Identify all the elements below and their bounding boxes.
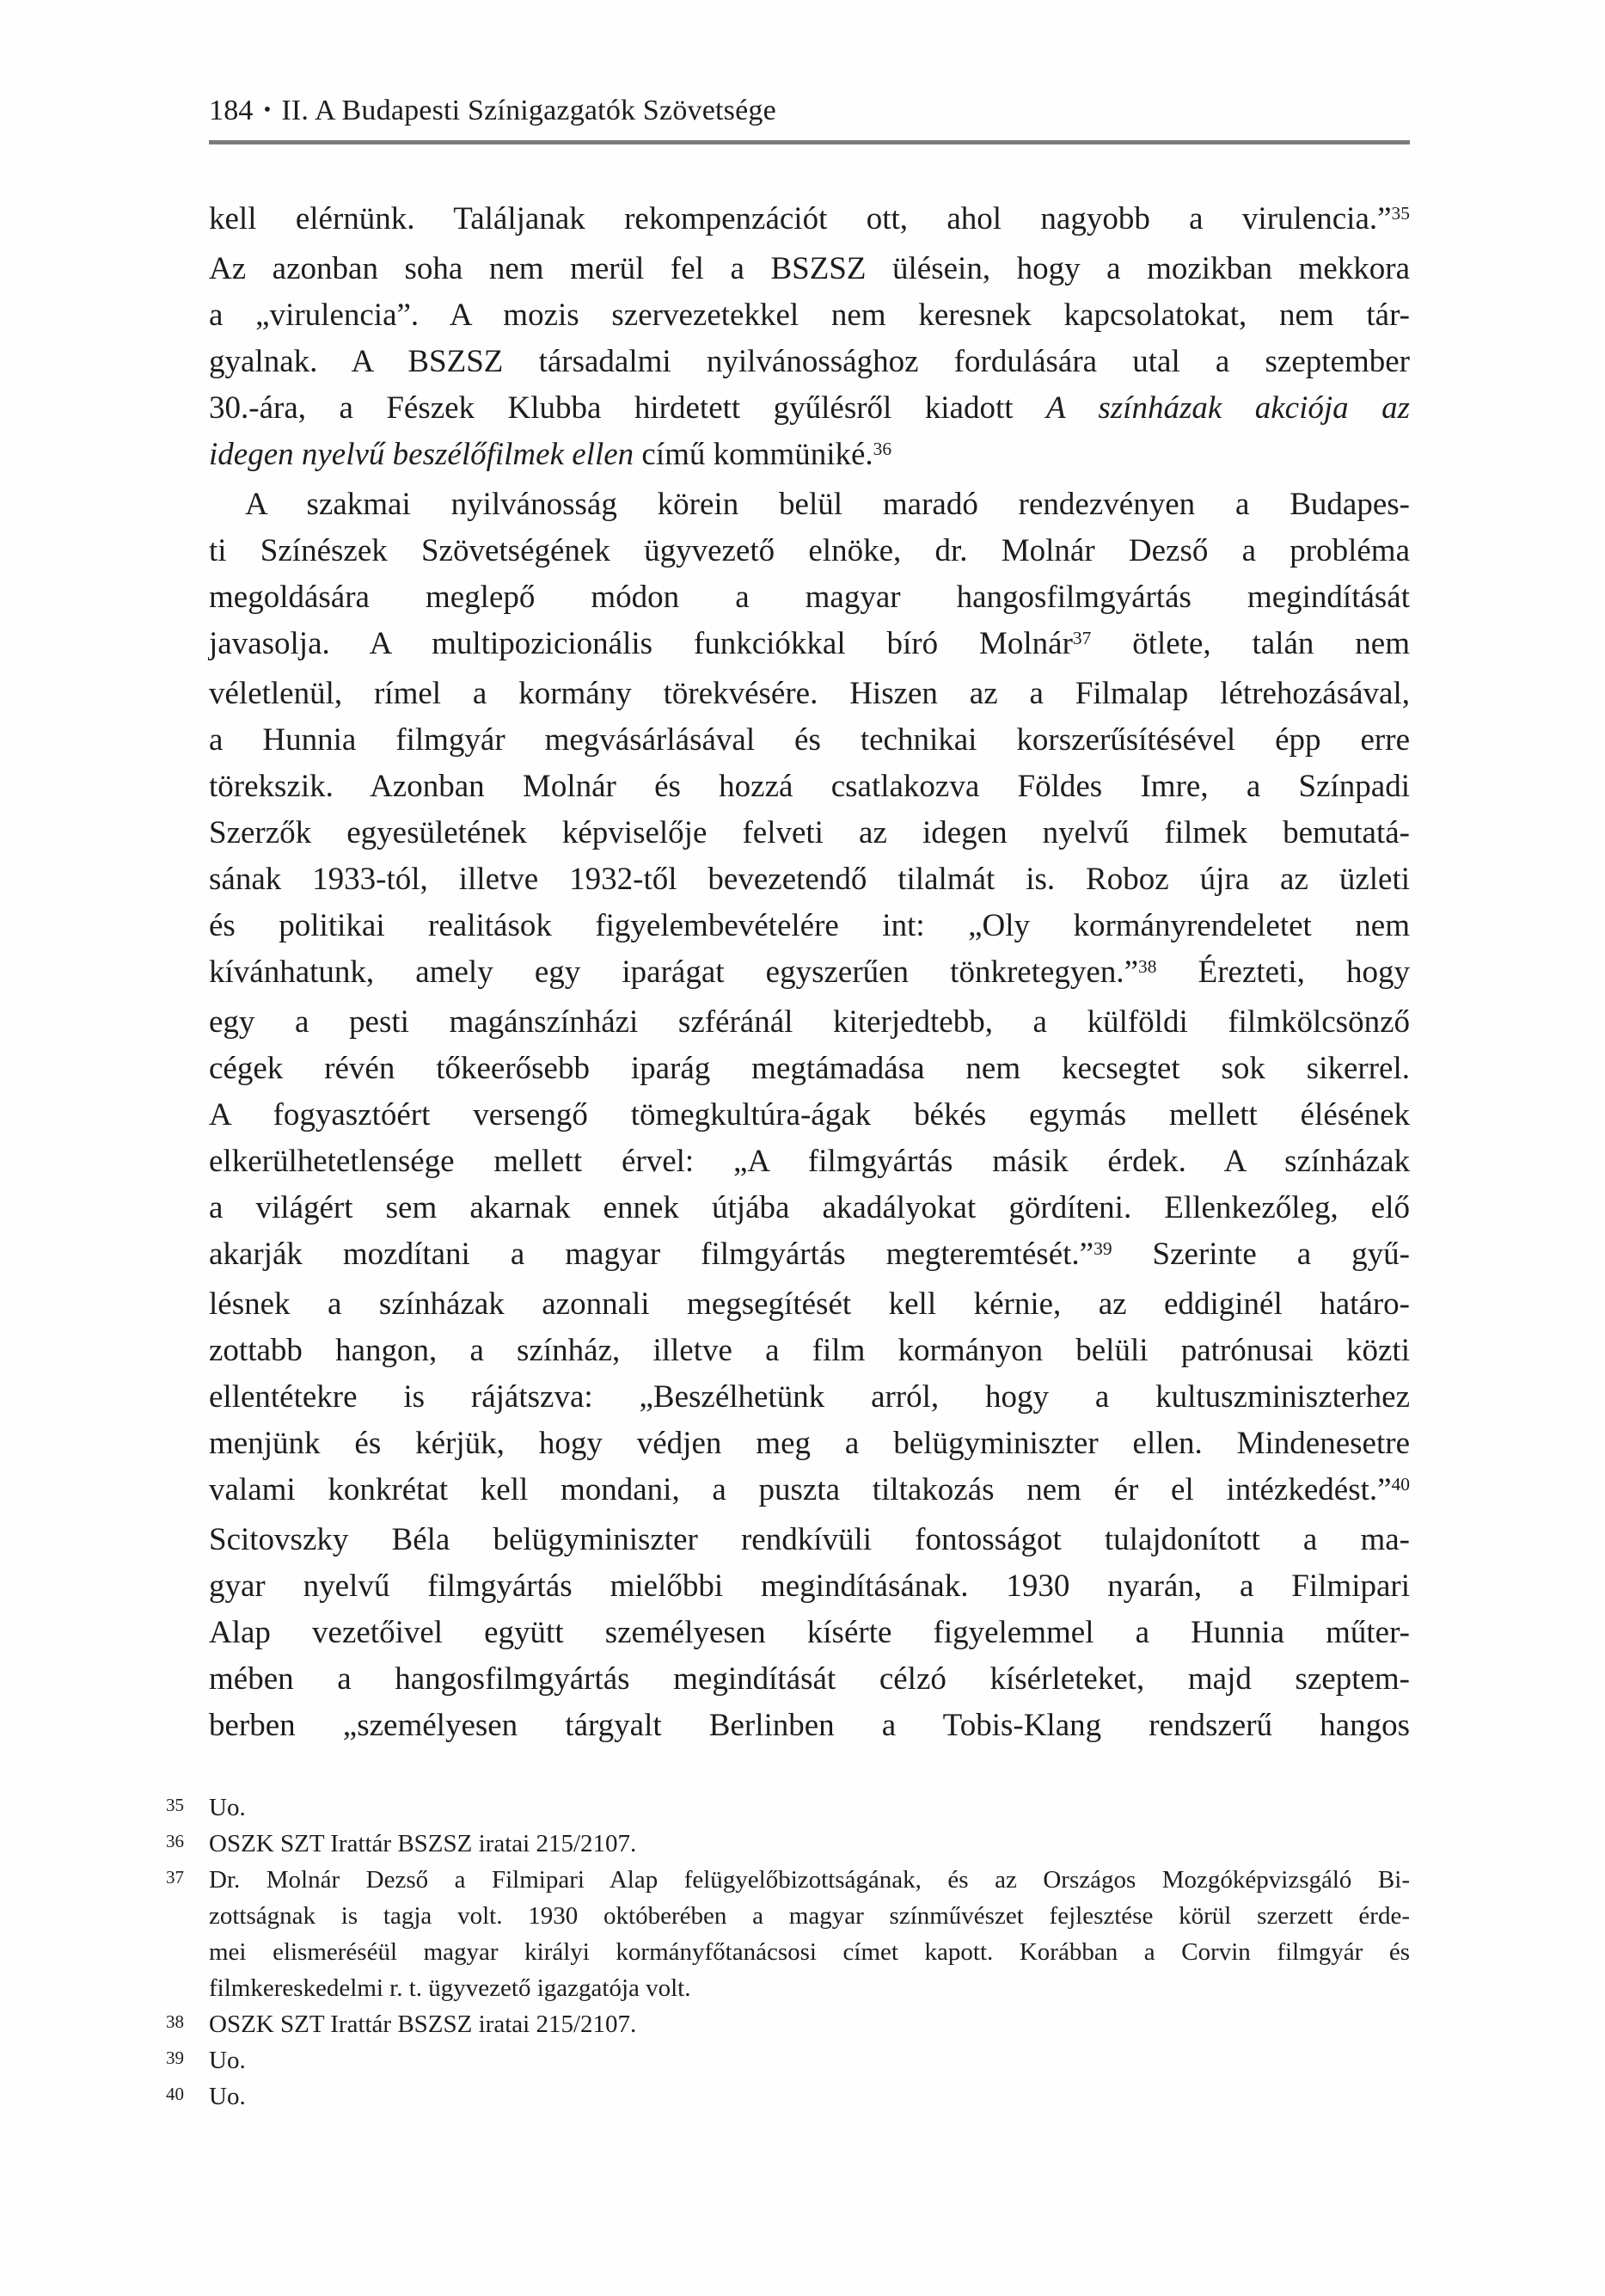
text-run: Szerzők egyesületének képviselője felveti az idegen nyelvű filmek bemutatá-	[209, 815, 1410, 850]
body-line	[209, 717, 1410, 764]
text-run: javasolja. A multipozicionális funkciókkal bíró Molnár	[209, 626, 1073, 661]
text-run: ötlete, talán nem	[1091, 626, 1411, 661]
body-line	[209, 385, 1410, 432]
footnote-line: Uo.	[209, 1794, 246, 1821]
footnote-number: 37	[166, 1867, 184, 1888]
body-line	[209, 1046, 1410, 1092]
text-run: ti Színészek Szövetségének ügyvezető elnöke, dr. Molnár Dezső a probléma	[209, 533, 1410, 568]
text-run: egy a pesti magánszínházi szféránál kiterjedtebb, a külföldi filmkölcsönző	[209, 1004, 1410, 1040]
text-run: akarják mozdítani a magyar filmgyártás megteremtését.”	[209, 1237, 1094, 1272]
text-run: valami konkrétat kell mondani, a puszta tiltakozás nem ér el intézkedést.”	[209, 1472, 1392, 1507]
body-text	[209, 196, 1410, 1749]
body-line	[209, 1656, 1410, 1703]
body-line	[209, 1374, 1410, 1421]
text-run: ellentétekre is rájátszva: „Beszélhetünk arról, hogy a kultuszminiszterhez	[209, 1379, 1410, 1415]
body-line	[209, 196, 1410, 246]
header-separator-bullet: •	[263, 98, 272, 121]
body-line	[209, 1328, 1410, 1374]
text-run: megoldására meglepő módon a magyar hangosfilmgyártás megindítását	[209, 580, 1410, 615]
text-run: Alap vezetőivel együtt személyesen kísérte figyelemmel a Hunnia műter-	[209, 1615, 1410, 1650]
text-run: Az azonban soha nem merül fel a BSZSZ ülésein, hogy a mozikban mekkora	[209, 251, 1410, 286]
footnote-reference: 36	[873, 438, 892, 459]
body-line	[209, 1139, 1410, 1185]
body-line	[209, 1610, 1410, 1656]
footnote-line: Dr. Molnár Dezső a Filmipari Alap felügyelőbizottságának, és az Országos Mozgóképvizsgáló Bi-	[209, 1866, 1410, 1894]
text-run: zottabb hangon, a színház, illetve a film kormányon belüli patrónusai közti	[209, 1333, 1410, 1368]
body-line	[209, 1092, 1410, 1139]
text-run: véletlenül, rímel a kormány törekvésére. Hiszen az a Filmalap létrehozásával,	[209, 676, 1410, 711]
body-line	[209, 903, 1410, 949]
text-run: a világért sem akarnak ennek útjába akadályokat gördíteni. Ellenkezőleg, elő	[209, 1190, 1410, 1225]
footnote-line: OSZK SZT Irattár BSZSZ iratai 215/2107.	[209, 1830, 637, 1857]
footnote-line: zottságnak is tagja volt. 1930 októberében a magyar színművészet fejlesztése körül szerzett érde-	[209, 1902, 1410, 1930]
body-line	[209, 1421, 1410, 1467]
body-line	[209, 1703, 1410, 1749]
paragraph	[209, 482, 1410, 1749]
body-line	[209, 528, 1410, 574]
text-run: a „virulencia”. A mozis szervezetekkel nem keresnek kapcsolatokat, nem tár-	[209, 298, 1410, 333]
body-line	[209, 1231, 1410, 1281]
text-run: A szakmai nyilvánosság körein belül maradó rendezvényen a Budapes-	[245, 487, 1410, 522]
body-line	[209, 292, 1410, 339]
body-line	[209, 339, 1410, 385]
footnote-number: 39	[166, 2047, 184, 2068]
footnote-reference: 37	[1072, 627, 1092, 648]
body-line	[209, 764, 1410, 810]
footnote-item	[166, 2042, 1410, 2078]
footnote-line: mei elismeréséül magyar királyi kormányfőtanácsosi címet kapott. Korábban a Corvin filmgyár és	[209, 1938, 1410, 1966]
text-run: Scitovszky Béla belügyminiszter rendkívüli fontosságot tulajdonított a ma-	[209, 1522, 1410, 1557]
body-line	[209, 1281, 1410, 1328]
body-line	[209, 432, 1410, 482]
body-line	[209, 621, 1410, 671]
footnote-item	[166, 2006, 1410, 2042]
footnote-reference: 39	[1093, 1237, 1112, 1259]
footnote-line: Uo.	[209, 2083, 246, 2110]
footnote-number: 36	[166, 1831, 184, 1851]
body-line	[209, 949, 1410, 999]
footnote-number: 40	[166, 2084, 184, 2104]
footnote-line: Uo.	[209, 2047, 246, 2074]
body-line	[209, 810, 1410, 856]
text-run: berben „személyesen tárgyalt Berlinben a Tobis-Klang rendszerű hangos	[209, 1708, 1410, 1743]
body-line	[209, 1467, 1410, 1517]
text-run: című kommüniké.	[634, 437, 873, 472]
footnotes-section	[166, 1790, 1410, 2115]
body-line	[209, 1563, 1410, 1610]
footnote-item	[166, 1826, 1410, 1862]
text-run: kívánhatunk, amely egy iparágat egyszerűen tönkretegyen.”	[209, 955, 1139, 990]
footnote-number: 38	[166, 2011, 184, 2032]
italic-title-segment: idegen nyelvű beszélőfilmek ellen	[209, 437, 634, 472]
footnote-line: filmkereskedelmi r. t. ügyvezető igazgatója volt.	[209, 1974, 691, 2002]
footnote-reference: 35	[1391, 202, 1410, 224]
footnote-item	[166, 2078, 1410, 2115]
text-run: lésnek a színházak azonnali megsegítését kell kérnie, az eddiginél határo-	[209, 1286, 1410, 1322]
text-run: sának 1933-tól, illetve 1932-től bevezetendő tilalmát is. Roboz újra az üzleti	[209, 862, 1410, 897]
body-line	[209, 671, 1410, 717]
italic-title-segment: A színházak akciója az	[1046, 390, 1410, 426]
text-run: 30.-ára, a Fészek Klubba hirdetett gyűlésről kiadott	[209, 390, 1046, 426]
body-line	[209, 574, 1410, 621]
body-line	[209, 482, 1410, 528]
text-run: gyar nyelvű filmgyártás mielőbbi megindításának. 1930 nyarán, a Filmipari	[209, 1569, 1410, 1604]
text-run: elkerülhetetlensége mellett érvel: „A filmgyártás másik érdek. A színházak	[209, 1144, 1410, 1179]
text-run: Érezteti, hogy	[1156, 955, 1411, 990]
text-run: gyalnak. A BSZSZ társadalmi nyilvánossághoz fordulására utal a szeptember	[209, 344, 1410, 379]
text-run: törekszik. Azonban Molnár és hozzá csatlakozva Földes Imre, a Színpadi	[209, 769, 1410, 804]
text-run: A fogyasztóért versengő tömegkultúra-ágak békés egymás mellett élésének	[209, 1097, 1410, 1133]
running-header	[209, 94, 776, 131]
body-line	[209, 999, 1410, 1046]
chapter-title: II. A Budapesti Színigazgatók Szövetsége	[281, 95, 776, 126]
footnote-reference: 40	[1391, 1473, 1410, 1495]
text-run: menjünk és kérjük, hogy védjen meg a belügyminiszter ellen. Mindenesetre	[209, 1426, 1410, 1461]
footnote-reference: 38	[1138, 955, 1157, 977]
body-line	[209, 856, 1410, 903]
text-run: és politikai realitások figyelembevételére int: „Oly kormányrendeletet nem	[209, 908, 1410, 943]
text-run: a Hunnia filmgyár megvásárlásával és technikai korszerűsítésével épp erre	[209, 722, 1410, 758]
body-line	[209, 1517, 1410, 1563]
text-run: mében a hangosfilmgyártás megindítását célzó kísérleteket, majd szeptem-	[209, 1661, 1410, 1697]
text-run: Szerinte a gyű-	[1112, 1237, 1410, 1272]
header-rule	[209, 140, 1410, 144]
footnote-item	[166, 1862, 1410, 2006]
footnote-item	[166, 1790, 1410, 1826]
text-run: kell elérnünk. Találjanak rekompenzációt ott, ahol nagyobb a virulencia.”	[209, 201, 1392, 236]
paragraph	[209, 196, 1410, 482]
body-line	[209, 1185, 1410, 1231]
footnote-line: OSZK SZT Irattár BSZSZ iratai 215/2107.	[209, 2011, 637, 2038]
footnote-number: 35	[166, 1795, 184, 1815]
page-number: 184	[209, 95, 254, 126]
text-run: cégek révén tőkeerősebb iparág megtámadása nem kecsegtet sok sikerrel.	[209, 1051, 1410, 1086]
body-line	[209, 246, 1410, 292]
